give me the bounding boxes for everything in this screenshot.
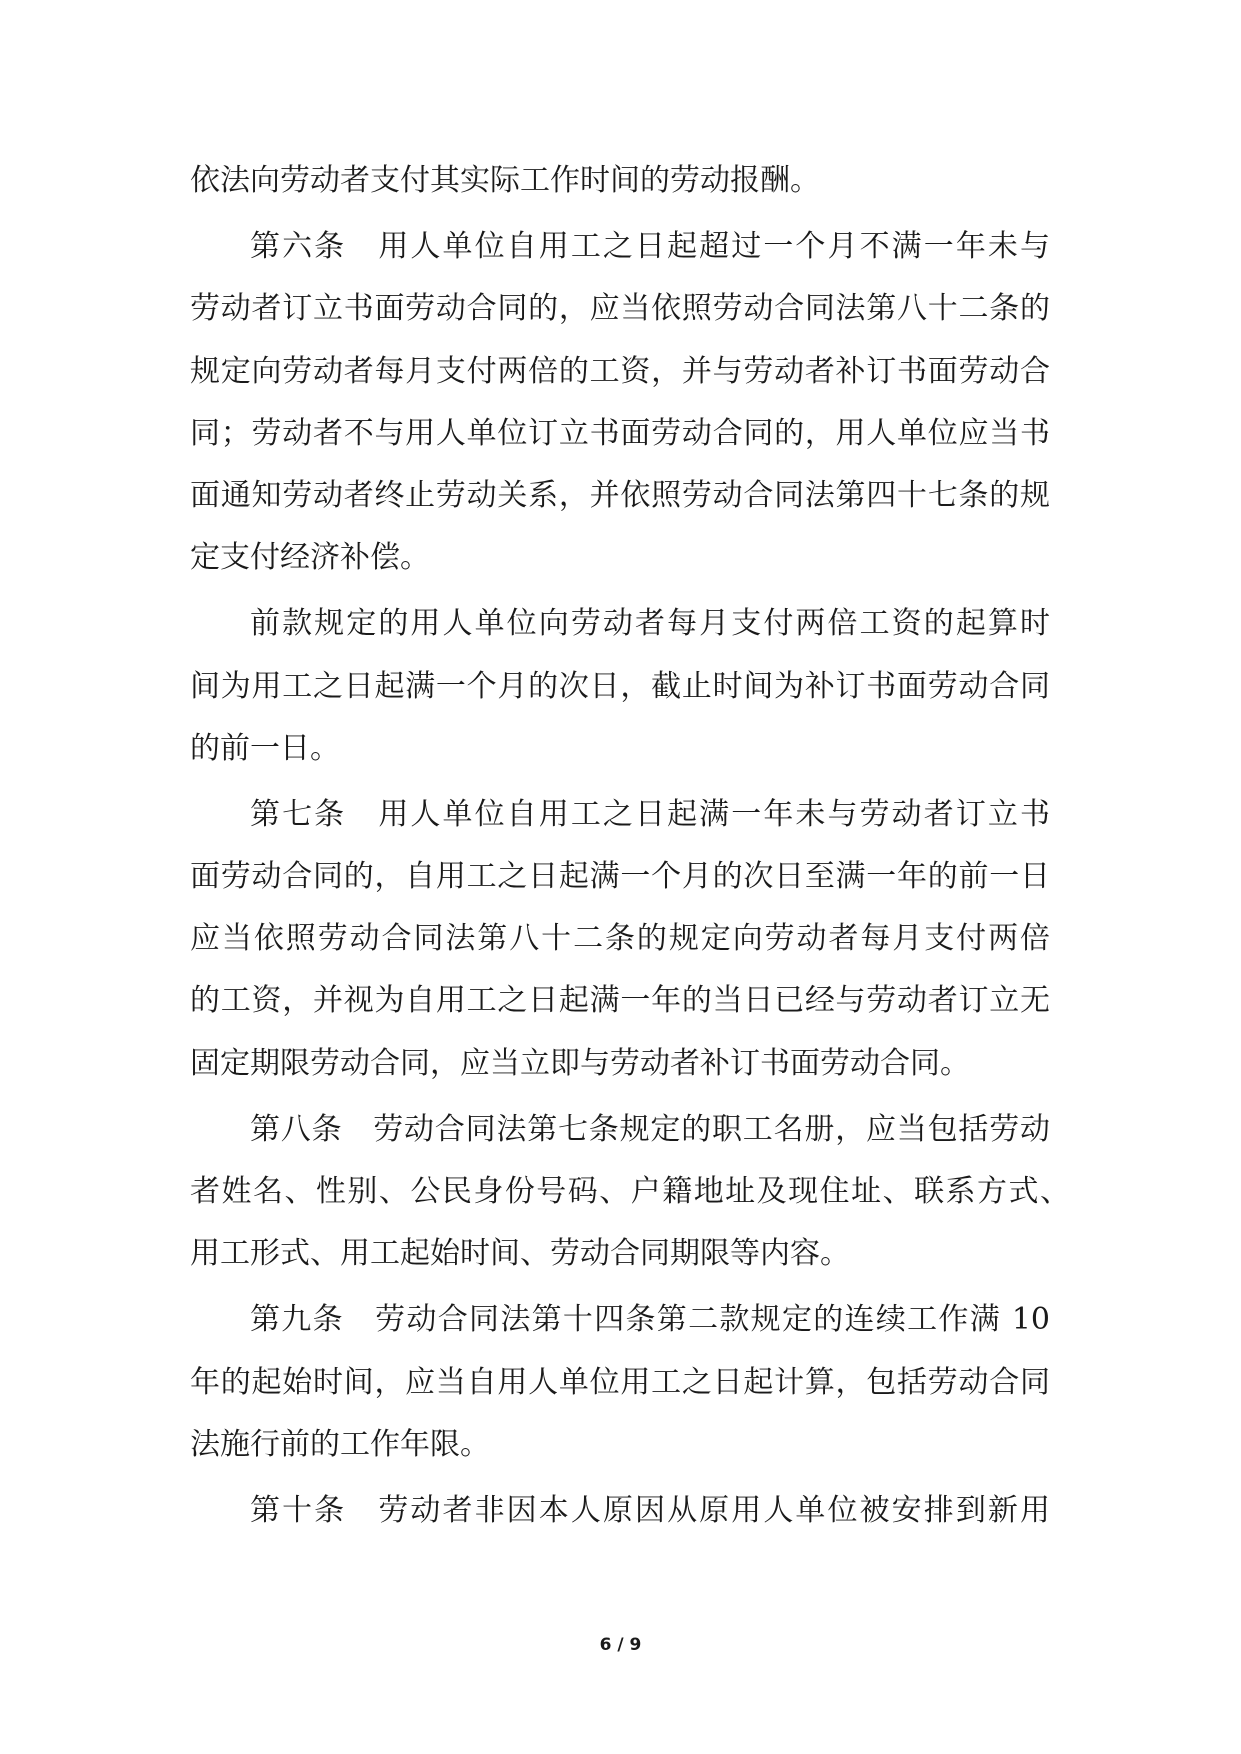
paragraph-first-line: 前款规定的用人单位向劳动者每月支付两倍工资的起算时 (250, 606, 1050, 642)
paragraph-line: 应当依照劳动合同法第八十二条的规定向劳动者每月支付两倍 (190, 921, 1050, 957)
article-6-heading-line: 第六条 用人单位自用工之日起超过一个月不满一年未与 (250, 229, 1050, 265)
paragraph-line: 同；劳动者不与用人单位订立书面劳动合同的，用人单位应当书 (190, 415, 1050, 451)
paragraph-line: 者姓名、性别、公民身份号码、户籍地址及现住址、联系方式、 (190, 1174, 1070, 1209)
paragraph-line: 劳动者订立书面劳动合同的，应当依照劳动合同法第八十二条的 (190, 291, 1050, 327)
paragraph-line: 规定向劳动者每月支付两倍的工资，并与劳动者补订书面劳动合 (190, 353, 1050, 389)
article-10-heading-line: 第十条 劳动者非因本人原因从原用人单位被安排到新用 (250, 1492, 1050, 1528)
paragraph-line: 面劳动合同的，自用工之日起满一个月的次日至满一年的前一日 (190, 859, 1050, 895)
paragraph-line: 固定期限劳动合同，应当立即与劳动者补订书面劳动合同。 (190, 1045, 970, 1081)
paragraph-line: 定支付经济补偿。 (190, 540, 430, 576)
paragraph-line: 法施行前的工作年限。 (190, 1426, 490, 1462)
paragraph-line: 的前一日。 (190, 730, 340, 766)
article-8-heading-line: 第八条 劳动合同法第七条规定的职工名册，应当包括劳动 (250, 1111, 1050, 1147)
paragraph-line: 的工资，并视为自用工之日起满一年的当日已经与劳动者订立无 (190, 983, 1050, 1019)
paragraph-line: 间为用工之日起满一个月的次日，截止时间为补订书面劳动合同 (190, 668, 1050, 704)
paragraph-line: 面通知劳动者终止劳动关系，并依照劳动合同法第四十七条的规 (190, 477, 1050, 513)
paragraph-line: 用工形式、用工起始时间、劳动合同期限等内容。 (190, 1236, 850, 1272)
document-body (190, 150, 1070, 1542)
article-7-heading-line: 第七条 用人单位自用工之日起满一年未与劳动者订立书 (250, 796, 1050, 832)
page-number: 6 / 9 (599, 1635, 642, 1655)
paragraph-line: 年的起始时间，应当自用人单位用工之日起计算，包括劳动合同 (190, 1364, 1050, 1400)
paragraph-line: 依法向劳动者支付其实际工作时间的劳动报酬。 (190, 163, 820, 198)
article-9-heading-line: 第九条 劳动合同法第十四条第二款规定的连续工作满 10 (250, 1302, 1050, 1338)
